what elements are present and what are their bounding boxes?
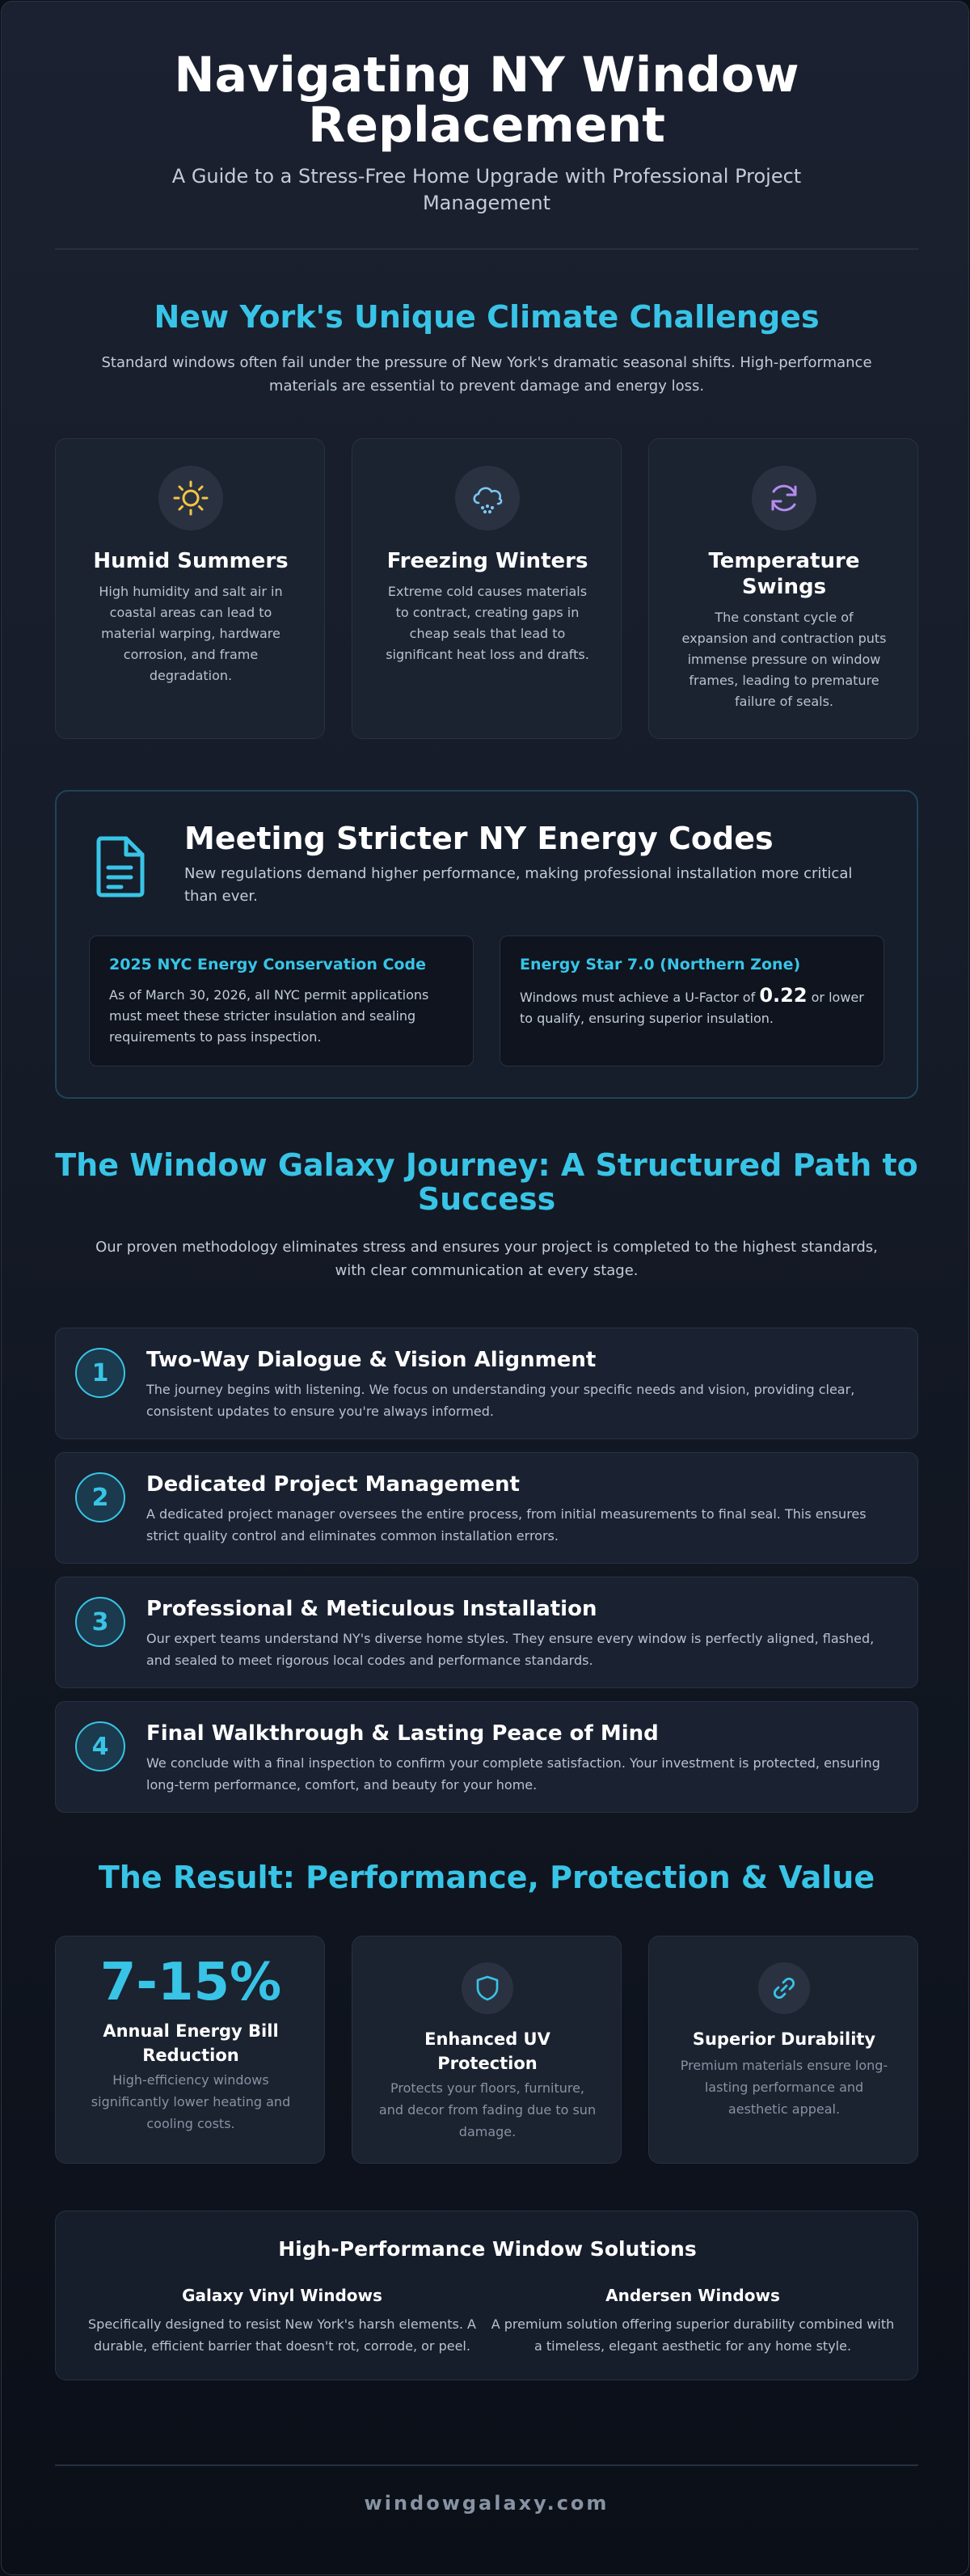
step-number: 3 <box>75 1597 125 1647</box>
journey-step <box>55 1577 918 1688</box>
energy-codes-description: New regulations demand higher performance, making professional installation more critical than ever. <box>184 865 853 905</box>
page-title: Navigating NY Window Replacement <box>174 47 799 154</box>
step-title: Final Walkthrough & Lasting Peace of Mind <box>146 1721 659 1746</box>
step-title: Dedicated Project Management <box>146 1472 520 1497</box>
cycle-arrows-icon <box>752 466 816 530</box>
solution-item-galaxy <box>80 2284 484 2357</box>
solution-text: Specifically designed to resist New York's harsh elements. A durable, efficient barrier that doesn't rot, corrode, or peel. <box>88 2316 476 2354</box>
solution-title: Galaxy Vinyl Windows <box>182 2286 382 2305</box>
result-card-energy <box>55 1936 325 2164</box>
step-number: 2 <box>75 1472 125 1522</box>
nyc-code-title: 2025 NYC Energy Conservation Code <box>109 956 426 973</box>
result-card-title: Enhanced UV Protection <box>424 2029 550 2073</box>
result-card-text: Premium materials ensure long-lasting performance and aesthetic appeal. <box>680 2058 888 2117</box>
result-card-text: High-efficiency windows significantly lower heating and cooling costs. <box>91 2072 291 2131</box>
solution-title: Andersen Windows <box>605 2286 780 2305</box>
step-title: Two-Way Dialogue & Vision Alignment <box>146 1348 597 1372</box>
solutions-title: High-Performance Window Solutions <box>278 2237 697 2261</box>
energy-codes-title: Meeting Stricter NY Energy Codes <box>184 821 774 856</box>
energy-codes-panel <box>55 790 918 1099</box>
link-icon <box>758 1962 810 2014</box>
climate-card-text: High humidity and salt air in coastal areas can lead to material warping, hardware corrosion, and frame degradation. <box>99 584 283 683</box>
energy-savings-value: 7-15% <box>99 1953 282 2012</box>
energy-star-text <box>520 985 867 1029</box>
climate-section-title: New York's Unique Climate Challenges <box>154 299 820 335</box>
climate-card-summers <box>55 438 325 739</box>
journey-section-description: Our proven methodology eliminates stress and ensures your project is completed to the highest standards, with clear communication at every stage. <box>95 1239 878 1279</box>
step-text: A dedicated project manager oversees the entire process, from initial measurements to final seal. This ensures strict quality control and eliminates common installation errors. <box>146 1506 867 1543</box>
nyc-code-text: As of March 30, 2026, all NYC permit applications must meet these stricter insulation and sealing requirements to pass inspection. <box>109 987 429 1045</box>
journey-step <box>55 1452 918 1564</box>
step-number: 4 <box>75 1721 125 1772</box>
climate-card-title: Freezing Winters <box>386 549 588 573</box>
window-solutions-panel <box>55 2211 918 2380</box>
header-divider <box>55 248 918 250</box>
nyc-energy-code-card <box>89 935 474 1066</box>
journey-section-title: The Window Galaxy Journey: A Structured Path to Success <box>55 1147 918 1217</box>
infographic-page <box>1 1 969 2575</box>
document-icon <box>92 834 149 898</box>
result-card-title: Superior Durability <box>692 2029 876 2049</box>
climate-card-title: Humid Summers <box>93 549 289 573</box>
footer-divider <box>55 2464 918 2466</box>
energy-star-text-before: Windows must achieve a U-Factor of <box>520 990 756 1005</box>
result-card-uv <box>352 1936 622 2164</box>
snow-cloud-icon <box>455 466 520 530</box>
climate-section-description: Standard windows often fail under the pressure of New York's dramatic seasonal shifts. High-performance materials are essential to prevent damage and energy loss. <box>101 354 872 395</box>
climate-card-title: Temperature Swings <box>708 549 860 599</box>
energy-star-card <box>500 935 884 1066</box>
journey-step <box>55 1328 918 1439</box>
step-text: We conclude with a final inspection to confirm your complete satisfaction. Your investment is protected, ensuring long-term performance, comfort, and beauty for your home. <box>146 1755 880 1793</box>
result-card-text: Protects your floors, furniture, and decor from fading due to sun damage. <box>378 2080 597 2139</box>
energy-star-title: Energy Star 7.0 (Northern Zone) <box>520 956 801 973</box>
shield-icon <box>462 1962 513 2014</box>
step-text: Our expert teams understand NY's diverse home styles. They ensure every window is perfectly aligned, flashed, and sealed to meet rigorous local codes and performance standards. <box>146 1631 875 1668</box>
energy-star-text-after: or lower to qualify, ensuring superior insulation. <box>520 990 864 1026</box>
journey-step <box>55 1701 918 1813</box>
step-title: Professional & Meticulous Installation <box>146 1597 597 1621</box>
page-subtitle: A Guide to a Stress-Free Home Upgrade with Professional Project Management <box>171 165 802 214</box>
result-card-durability <box>648 1936 918 2164</box>
footer-website: windowgalaxy.com <box>364 2492 609 2515</box>
results-section-title: The Result: Performance, Protection & Value <box>98 1860 875 1895</box>
u-factor-value: 0.22 <box>759 984 808 1007</box>
climate-card-winters <box>352 438 622 739</box>
solution-text: A premium solution offering superior durability combined with a timeless, elegant aesthetic for any home style. <box>491 2316 895 2354</box>
climate-card-temperature-swings <box>648 438 918 739</box>
solution-item-andersen <box>491 2284 895 2357</box>
climate-card-text: The constant cycle of expansion and contraction puts immense pressure on window frames, leading to premature failure of seals. <box>681 610 887 709</box>
result-card-title: Annual Energy Bill Reduction <box>103 2021 279 2065</box>
step-text: The journey begins with listening. We focus on understanding your specific needs and vision, providing clear, consistent updates to ensure you're always informed. <box>146 1382 855 1419</box>
sun-icon <box>158 466 223 530</box>
step-number: 1 <box>75 1348 125 1398</box>
climate-card-text: Extreme cold causes materials to contract, creating gaps in cheap seals that lead to significant heat loss and drafts. <box>386 584 589 662</box>
